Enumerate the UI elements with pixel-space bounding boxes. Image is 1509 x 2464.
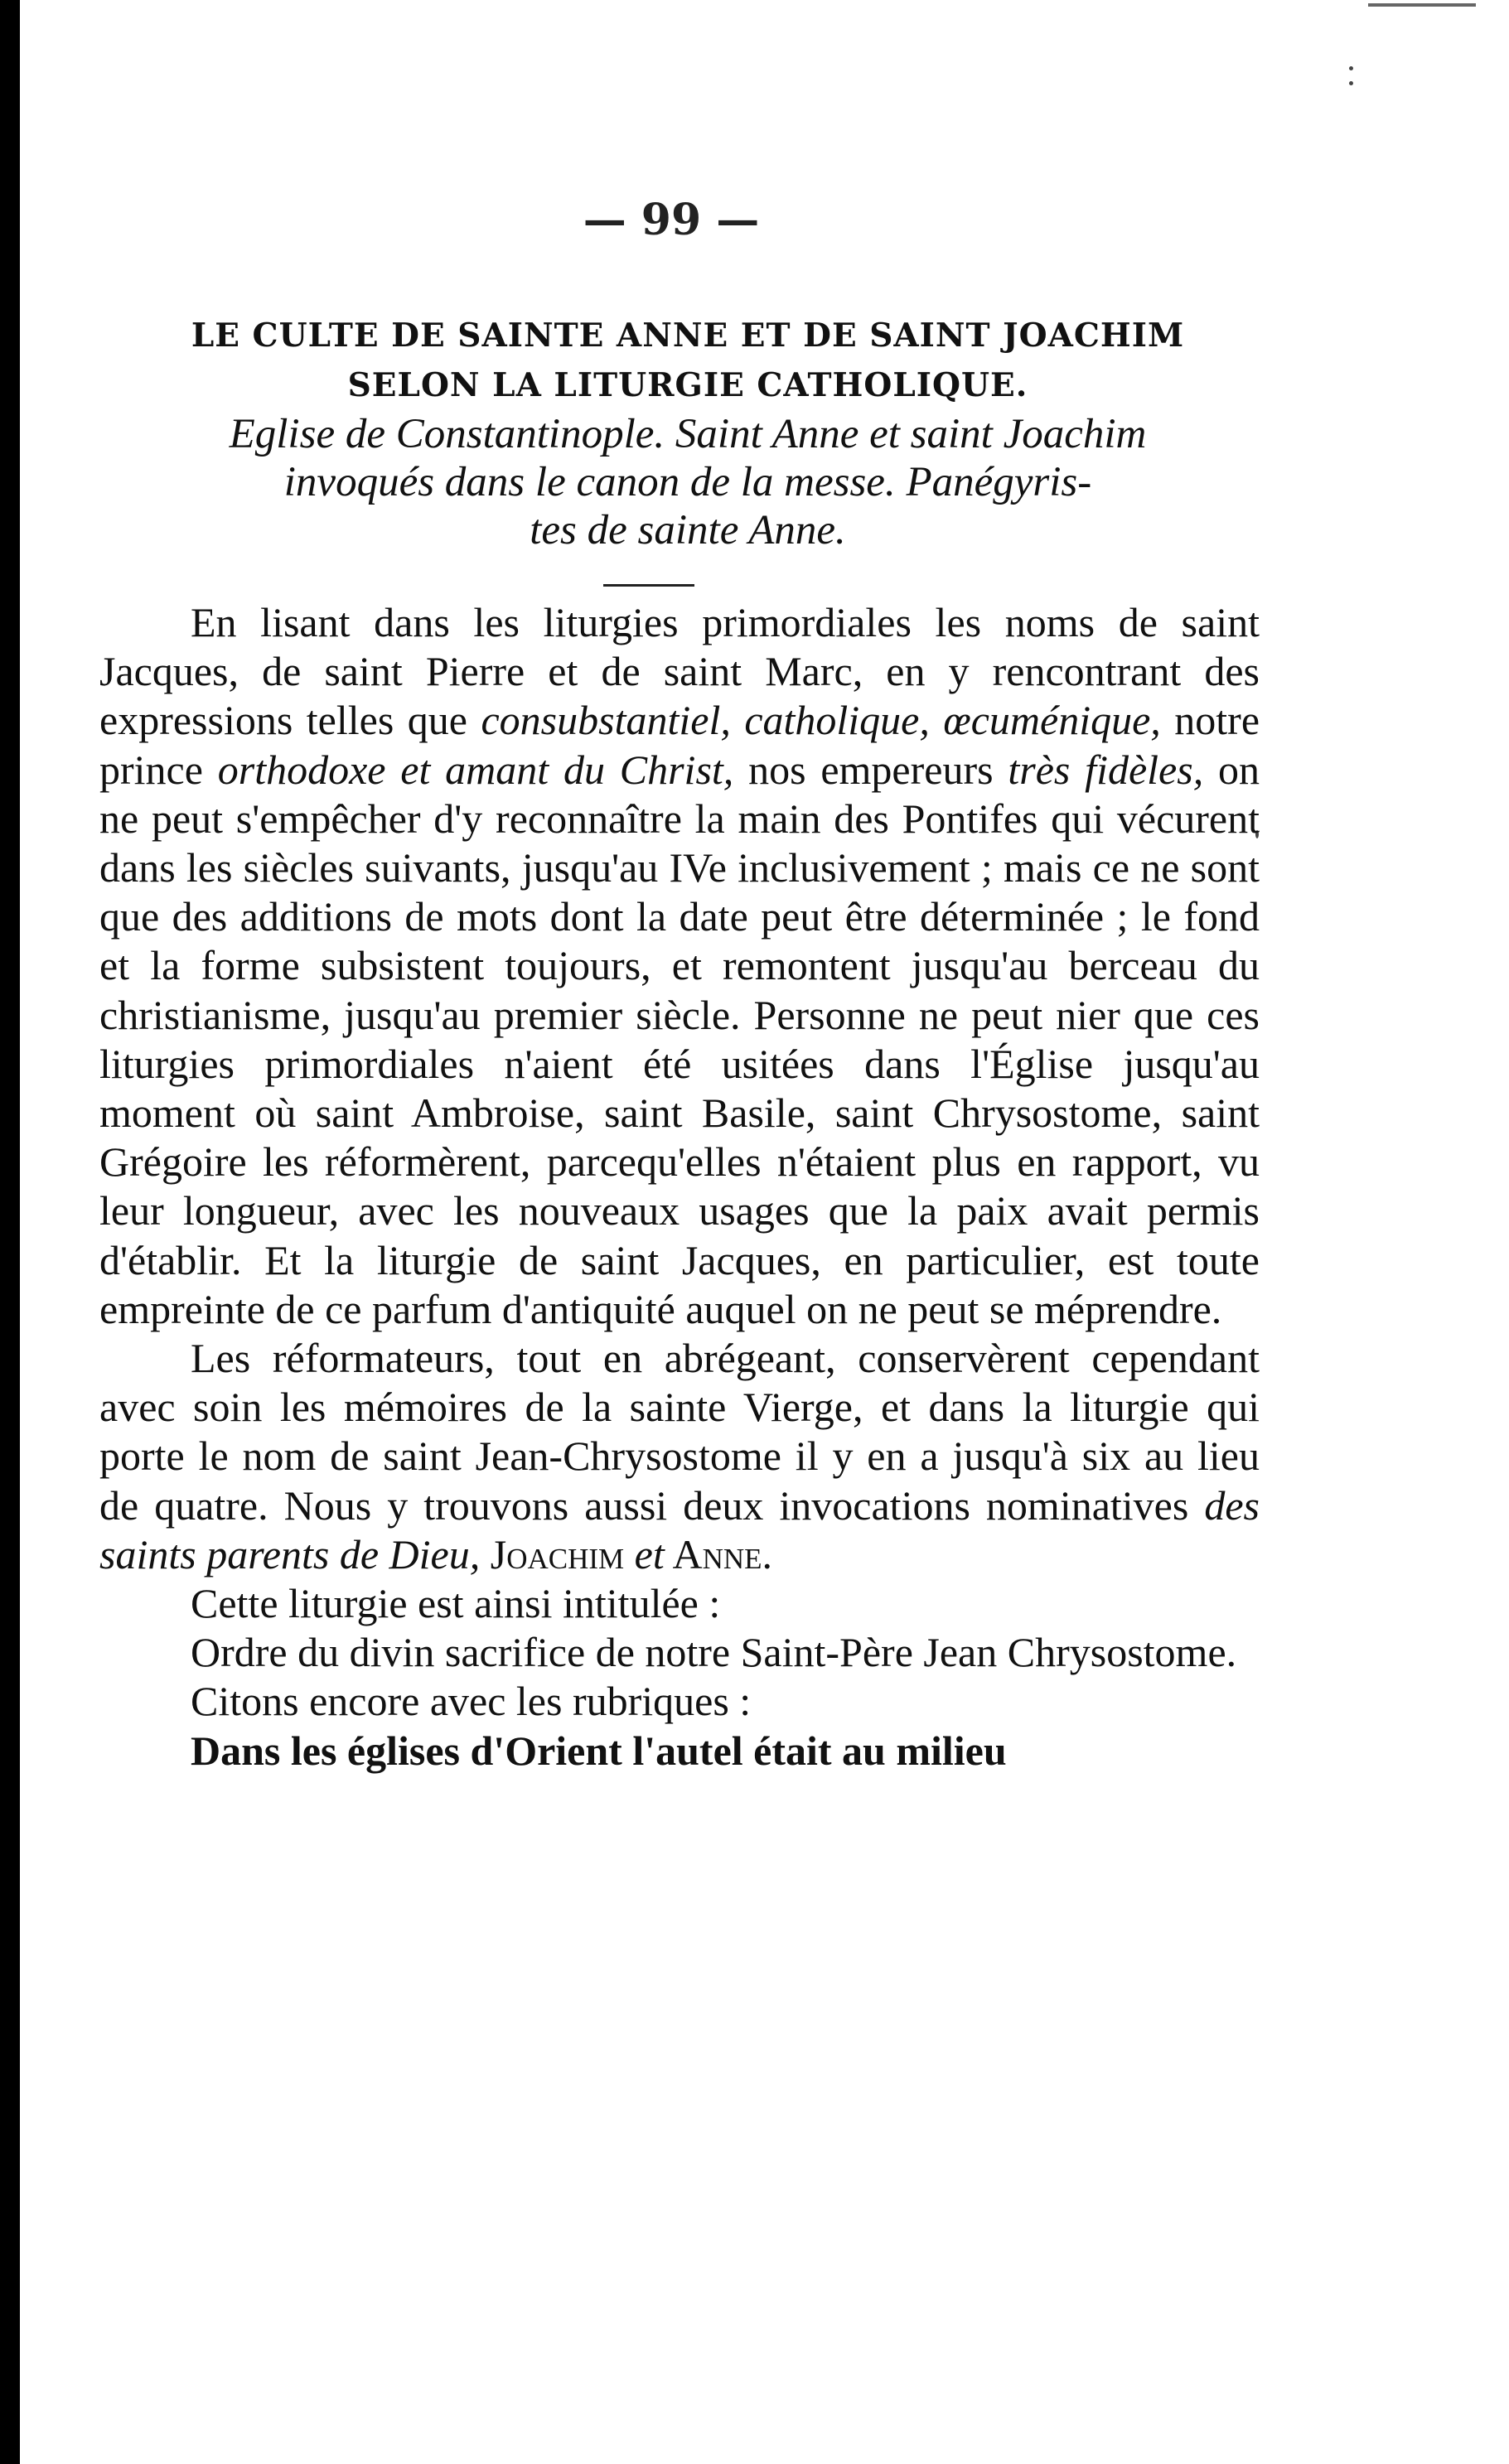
scan-speck — [1349, 66, 1353, 70]
paragraph-5: Citons encore avec les rubriques : — [191, 1678, 752, 1725]
chapter-summary — [112, 410, 1264, 554]
body-text — [99, 598, 1260, 1776]
paragraph-3: Cette liturgie est ainsi intitulée : — [191, 1580, 721, 1627]
paragraph-1-emphasis-b: orthodoxe et amant du Christ, — [217, 746, 734, 793]
paragraph-2-conjunction: et — [624, 1530, 665, 1577]
scan-speck — [1349, 81, 1353, 85]
paragraph-1-text-b: notre prince — [99, 697, 1260, 793]
paragraph-4: Ordre du divin sacrifice de notre Saint-Père Jean Chrysostome. — [191, 1629, 1237, 1676]
paragraph-1-text-a: En lisant dans les liturgies primordiales les noms de saint Jacques, de saint Pierre et de saint Marc, en y rencontrant des expressions telles que — [99, 599, 1260, 744]
paragraph-2-name-anne: Anne — [664, 1530, 762, 1577]
page-number: — 99 — — [583, 195, 760, 245]
paragraph-2-name-joachim: Joachim — [480, 1530, 625, 1577]
chapter-heading-line-1: LE CULTE DE SAINTE ANNE ET DE SAINT JOACHIM — [191, 316, 1185, 355]
paragraph-1-emphasis-c: très fidèles, — [1008, 746, 1204, 793]
scan-top-rule — [1368, 3, 1476, 7]
section-divider — [603, 584, 694, 587]
chapter-summary-line-1: Eglise de Constantinople. Saint Anne et saint Joachim — [229, 411, 1147, 457]
paragraph-1-text-d: on ne peut s'empêcher d'y reconnaître la main des Pontifes qui vécurent dans les siècles suivants, jusqu'au IVe inclusivement ; mais ce ne sont que des additions de mots dont la date peut être déterminée ; le fond et la forme subsistent toujours, et remontent jusqu'au berceau du christianisme, jusqu'au premier siècle. Personne ne peut nier que ces liturgies primordiales n'aient été usitées dans l'Église jusqu'au moment où saint Ambroise, saint Basile, saint Chrysostome, saint Grégoire les réformèrent, parcequ'elles n'étaient plus en rapport, vu leur longueur, avec les nouveaux usages que la paix avait permis d'établir. Et la liturgie de saint Jacques, en particulier, est toute empreinte de ce parfum d'antiquité auquel on ne peut se méprendre. — [99, 746, 1260, 1332]
paragraph-1 — [99, 598, 1260, 1334]
paragraph-2-text-a: Les réformateurs, tout en abrégeant, conservèrent cependant avec soin les mémoires de la sainte Vierge, et dans la liturgie qui porte le nom de saint Jean-Chrysostome il y en a jusqu'à six au lieu de quatre. Nous y trouvons aussi deux invocations nominatives — [99, 1335, 1260, 1529]
scan-edge-bar — [0, 0, 20, 2464]
paragraph-1-emphasis-a: consubstantiel, catholique, œcuménique, — [481, 697, 1161, 744]
paragraph-2 — [99, 1334, 1260, 1579]
chapter-summary-line-2: invoqués dans le canon de la messe. Panégyris- — [283, 459, 1092, 505]
paragraph-2-end: . — [762, 1530, 773, 1577]
chapter-heading-line-2: SELON LA LITURGIE CATHOLIQUE. — [347, 366, 1028, 404]
paragraph-2-emphasis: des saints parents de Dieu, — [99, 1481, 1260, 1577]
chapter-summary-line-3: tes de sainte Anne. — [530, 507, 846, 553]
chapter-heading — [99, 311, 1276, 410]
paragraph-1-text-c: nos empereurs — [733, 746, 1008, 793]
paragraph-6: Dans les églises d'Orient l'autel était au milieu — [191, 1727, 1007, 1774]
